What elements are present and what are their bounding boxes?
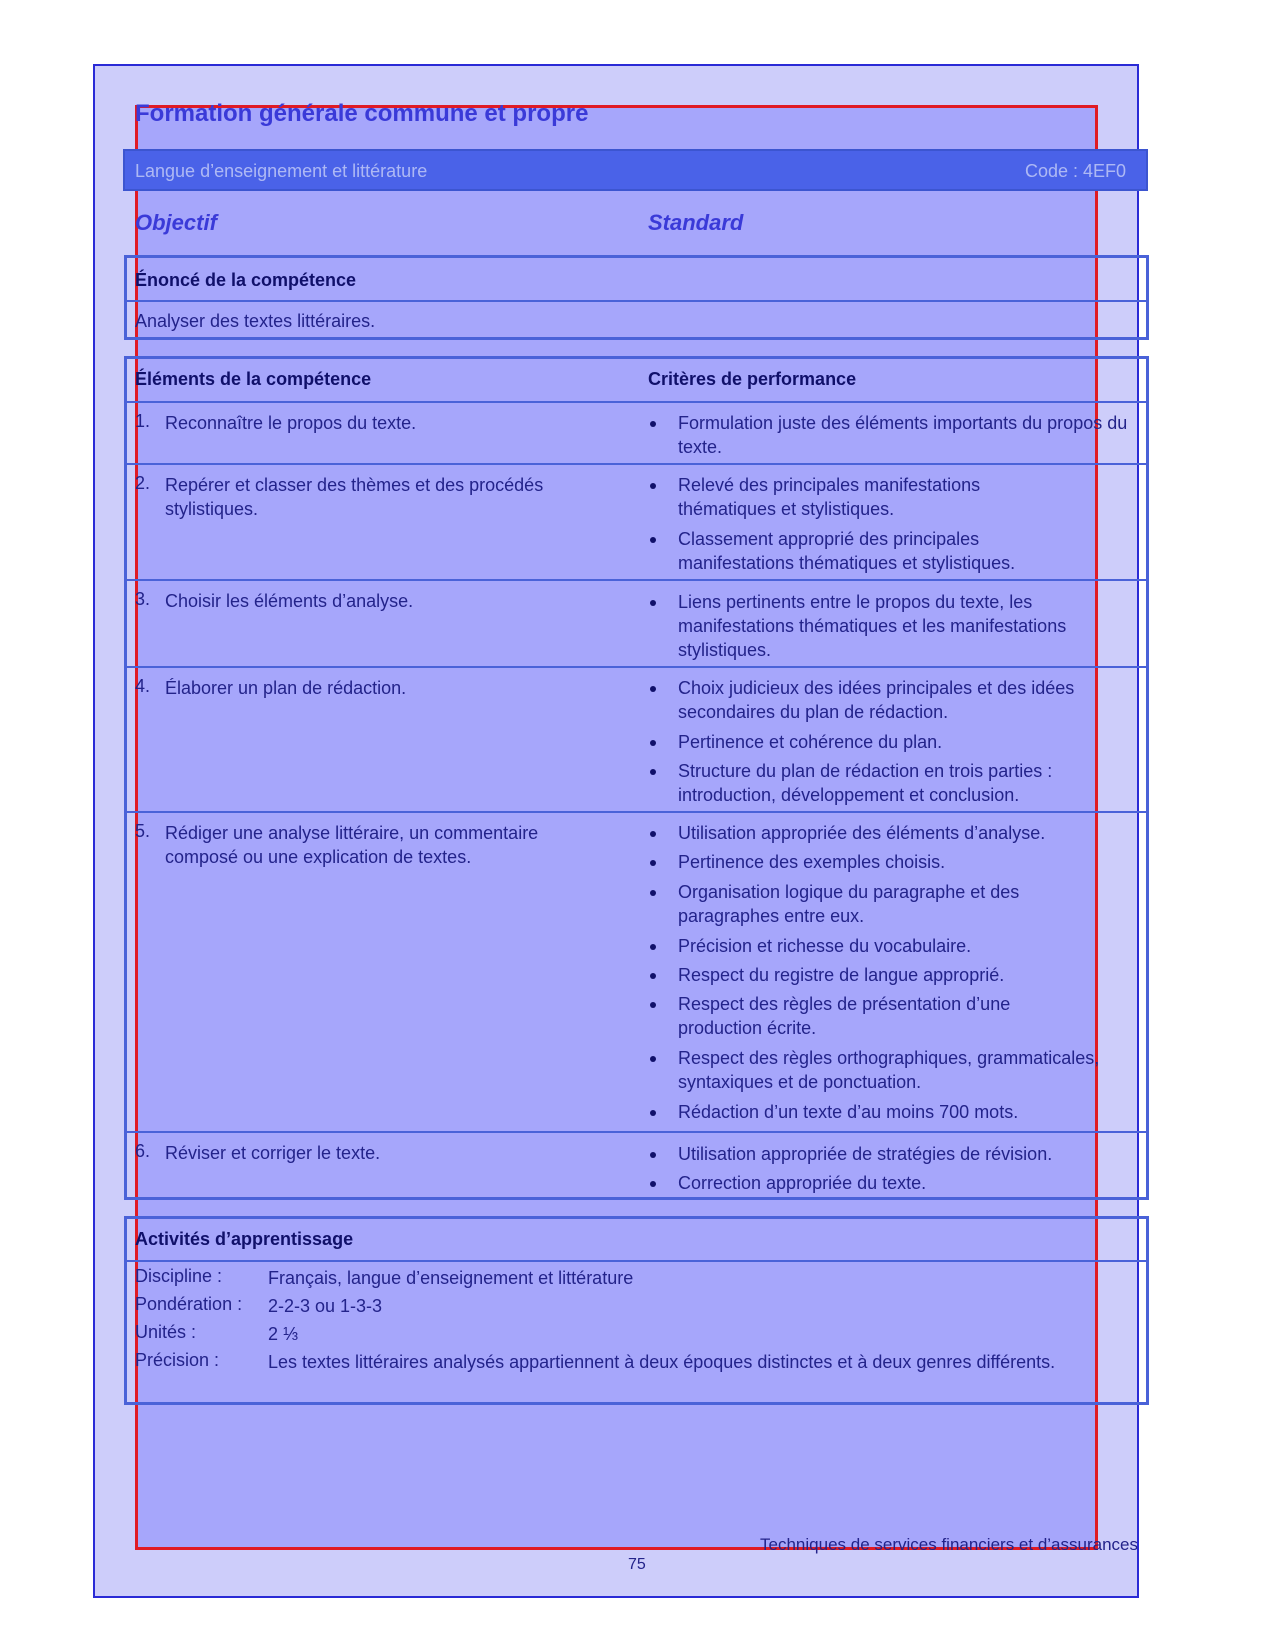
criterion: Classement approprié des principales manifestations thématiques et stylistiques.	[678, 529, 1016, 573]
bullet	[650, 860, 656, 866]
bullet	[650, 890, 656, 896]
precision-value: Les textes littéraires analysés appartiennent à deux époques distinctes et à deux genres différents.	[268, 1352, 1056, 1372]
page-title: Formation générale commune et propre	[135, 100, 589, 127]
element-number: 4.	[135, 676, 151, 696]
divider	[124, 401, 1149, 403]
criterion: Liens pertinents entre le propos du texte, les manifestations thématiques et les manifestations stylistiques.	[678, 592, 1067, 660]
criterion: Utilisation appropriée de stratégies de révision.	[678, 1144, 1053, 1164]
bullet	[650, 686, 656, 692]
course-name: Langue d’enseignement et littérature	[135, 161, 428, 181]
bullet	[650, 483, 656, 489]
objectif-heading: Objectif	[135, 210, 217, 235]
standard-heading: Standard	[648, 210, 744, 235]
ponderation-label: Pondération :	[135, 1294, 243, 1314]
criterion: Respect des règles de présentation d’une production écrite.	[678, 994, 1011, 1038]
precision-label: Précision :	[135, 1350, 220, 1370]
criterion: Choix judicieux des idées principales et des idées secondaires du plan de rédaction.	[678, 678, 1075, 722]
element-number: 2.	[135, 473, 151, 493]
element-text: Élaborer un plan de rédaction.	[165, 678, 407, 698]
bullet	[650, 421, 656, 427]
element-number: 5.	[135, 821, 151, 841]
criterion: Formulation juste des éléments importants du propos du texte.	[678, 413, 1128, 457]
bullet	[650, 1110, 656, 1116]
criterion: Pertinence des exemples choisis.	[678, 852, 946, 872]
element-text: Réviser et corriger le texte.	[165, 1143, 381, 1163]
criterion: Utilisation appropriée des éléments d’analyse.	[678, 823, 1046, 843]
criterion: Relevé des principales manifestations thématiques et stylistiques.	[678, 475, 981, 519]
bullet	[650, 1056, 656, 1062]
bullet	[650, 944, 656, 950]
bullet	[650, 1002, 656, 1008]
criterion: Rédaction d’un texte d’au moins 700 mots.	[678, 1102, 1019, 1122]
divider	[124, 463, 1149, 465]
divider	[124, 300, 1149, 302]
criterion: Correction appropriée du texte.	[678, 1173, 927, 1193]
element-text: Choisir les éléments d’analyse.	[165, 591, 414, 611]
element-text: Rédiger une analyse littéraire, un commentaire composé ou une explication de textes.	[165, 823, 539, 867]
discipline-value: Français, langue d’enseignement et littérature	[268, 1268, 634, 1288]
bullet	[650, 740, 656, 746]
divider	[124, 811, 1149, 813]
divider	[124, 579, 1149, 581]
bullet	[650, 1152, 656, 1158]
bullet	[650, 831, 656, 837]
element-text: Reconnaître le propos du texte.	[165, 413, 417, 433]
bullet	[650, 600, 656, 606]
unites-label: Unités :	[135, 1322, 197, 1342]
divider	[124, 1131, 1149, 1133]
course-code: Code : 4EF0	[1025, 161, 1127, 181]
bullet	[650, 769, 656, 775]
bullet	[650, 973, 656, 979]
element-number: 6.	[135, 1141, 151, 1161]
criterion: Organisation logique du paragraphe et des paragraphes entre eux.	[678, 882, 1020, 926]
ponderation-value: 2-2-3 ou 1-3-3	[268, 1296, 383, 1316]
program-name: Techniques de services financiers et d’assurances	[760, 1535, 1138, 1554]
criterion: Structure du plan de rédaction en trois parties : introduction, développement et conclusion.	[678, 761, 1053, 805]
bullet	[650, 1181, 656, 1187]
divider	[124, 666, 1149, 668]
enonce-text: Analyser des textes littéraires.	[135, 311, 376, 331]
criterion: Pertinence et cohérence du plan.	[678, 732, 943, 752]
criterion: Précision et richesse du vocabulaire.	[678, 936, 972, 956]
element-text: Repérer et classer des thèmes et des procédés stylistiques.	[165, 475, 544, 519]
criteres-heading: Critères de performance	[648, 369, 857, 389]
page-number: 75	[628, 1556, 646, 1573]
criterion: Respect des règles orthographiques, grammaticales, syntaxiques et de ponctuation.	[678, 1048, 1100, 1092]
divider	[124, 1260, 1149, 1262]
elements-heading: Éléments de la compétence	[135, 369, 372, 389]
element-number: 1.	[135, 411, 151, 431]
element-number: 3.	[135, 589, 151, 609]
activites-heading: Activités d’apprentissage	[135, 1229, 354, 1249]
unites-value: 2 ⅓	[268, 1324, 299, 1344]
enonce-heading: Énoncé de la compétence	[135, 270, 357, 290]
bullet	[650, 537, 656, 543]
discipline-label: Discipline :	[135, 1266, 223, 1286]
criterion: Respect du registre de langue approprié.	[678, 965, 1005, 985]
